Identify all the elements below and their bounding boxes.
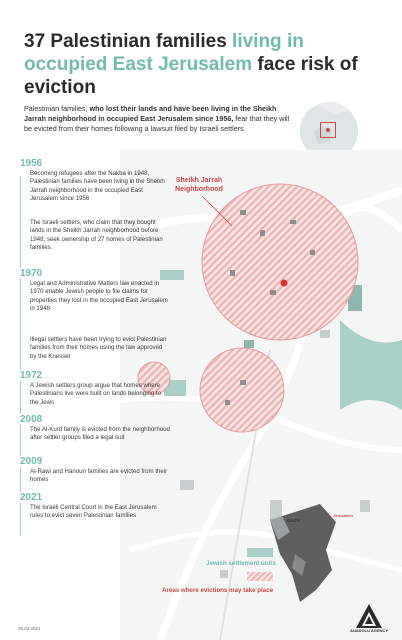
title-part-2: face risk of eviction [24,54,358,98]
timeline-line [20,176,21,536]
timeline-year: 2021 [20,492,46,503]
legend-eviction-label: Areas where evictions may take place [162,587,274,594]
timeline-year: 2008 [20,414,46,425]
legend-swatch-eviction [247,572,273,581]
legend-swatch-settlement [247,548,273,557]
intro-bold: who lost their lands and have been living in the Sheikh Jarrah neighborhood in occupied East Jerusalem since 1956, [24,104,277,123]
page-title [24,30,384,99]
timeline-text: Legal and Administrative Matters law enacted in 1970 enable Jewish people to file claims for properties they lost in the occupied East Jerusalem in 1948 [30,280,168,312]
title-part-1: 37 Palestinian families [24,31,233,52]
gaza-label: GAZA [287,518,300,523]
intro-part-2: fear that they will be evicted from their homes following a lawsuit filed by Israeli settlers [24,114,290,133]
intro-paragraph [24,104,294,134]
timeline-year: 1972 [20,370,46,381]
timeline-text: The Israeli Central Court in the East Jerusalem rules to evict seven Palestinian families [30,504,157,520]
title-highlight: living in occupied East Jerusalem [24,31,304,75]
logo-text: ANADOLU AGENCY [349,628,389,633]
timeline-year: 1970 [20,268,46,279]
timeline-text: Illegal settlers have been trying to evict Palestinian families from their homes using the law approved by the Knesset [30,336,167,360]
timeline-text: Becoming refugees after the Nakba in 1948, Palestinian families have been living in the Sheikh Jarrah neighborhood in the occupied East Jerusalem since 1956 [30,170,165,202]
timeline-text: The Israeli settlers, who claim that they bought lands in the Sheikh Jarrah neighborhood before 1948, seek ownership of 27 homes of Palestinian families. [30,219,163,251]
legend-settlement-label: Jewish settlement units [206,560,276,567]
footer-date: 26.03.2021 [18,626,41,631]
timeline-year: 2009 [20,456,46,467]
sheikh-jarrah-label: Sheikh Jarrah Neighborhood [175,177,223,193]
locator-dot [326,128,330,132]
timeline-year: 1956 [20,158,46,169]
jerusalem-label: Jerusalem [333,513,353,518]
timeline-text: The Al-Kurd family is evicted from the neighborhood after settler groups filed a legal suit [30,426,170,442]
intro-part-1: Palestinian families, [24,104,90,113]
timeline-text: Al-Rawi and Hanoun families are evicted from their homes [30,468,168,484]
timeline-text: A Jewish settlers group argue that homes where Palestinians live were built on lands belonging to the Jews [30,382,162,406]
